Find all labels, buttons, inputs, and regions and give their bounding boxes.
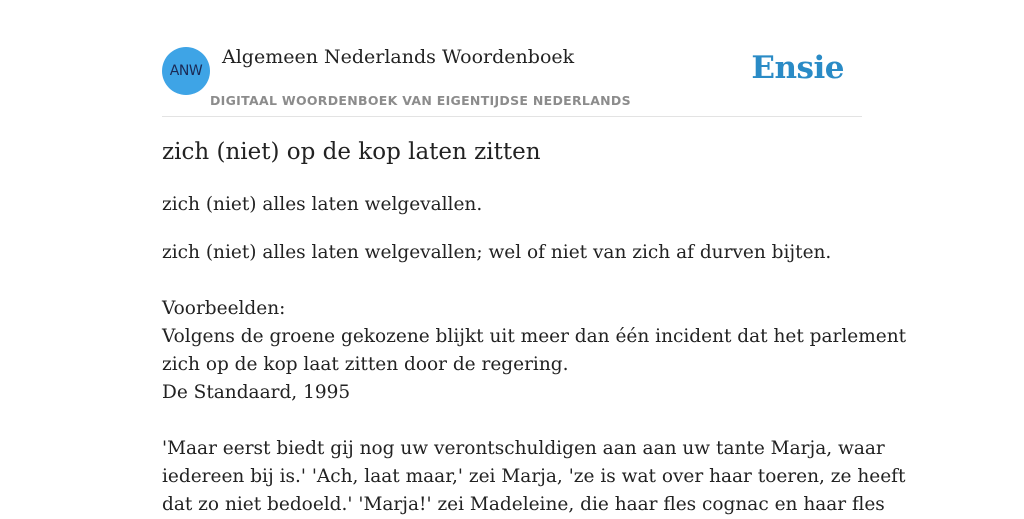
site-title[interactable]: Algemeen Nederlands Woordenboek — [222, 46, 575, 68]
entry-body — [162, 239, 907, 519]
entry-term: zich (niet) op de kop laten zitten — [162, 139, 541, 165]
spacer — [162, 407, 862, 435]
example-2-line-3: dat zo niet bedoeld.' 'Marja!' zei Madeleine, die haar fles cognac en haar fles — [162, 494, 885, 515]
ensie-brand-link[interactable]: Ensie — [751, 50, 844, 86]
anw-logo[interactable] — [162, 47, 210, 95]
spacer — [162, 267, 862, 295]
example-1-line-1: Volgens de groene gekozene blijkt uit meer dan één incident dat het parlement — [162, 326, 907, 347]
entry-summary: zich (niet) alles laten welgevallen. — [162, 194, 483, 215]
examples-label: Voorbeelden: — [162, 298, 286, 319]
page — [162, 0, 907, 515]
entry-definition: zich (niet) alles laten welgevallen; wel of niet van zich af durven bijten. — [162, 242, 832, 263]
header — [162, 0, 862, 117]
site-subtitle: DIGITAAL WOORDENBOEK VAN EIGENTIJDSE NEDERLANDS — [210, 93, 631, 108]
example-2-line-2: iedereen bij is.' 'Ach, laat maar,' zei Marja, 'ze is wat over haar toeren, ze heeft — [162, 466, 906, 487]
logo-text: ANW — [169, 63, 203, 79]
example-1-source: De Standaard, 1995 — [162, 382, 351, 403]
example-2-line-1: 'Maar eerst biedt gij nog uw verontschuldigen aan aan uw tante Marja, waar — [162, 438, 885, 459]
example-1-line-2: zich op de kop laat zitten door de regering. — [162, 354, 569, 375]
